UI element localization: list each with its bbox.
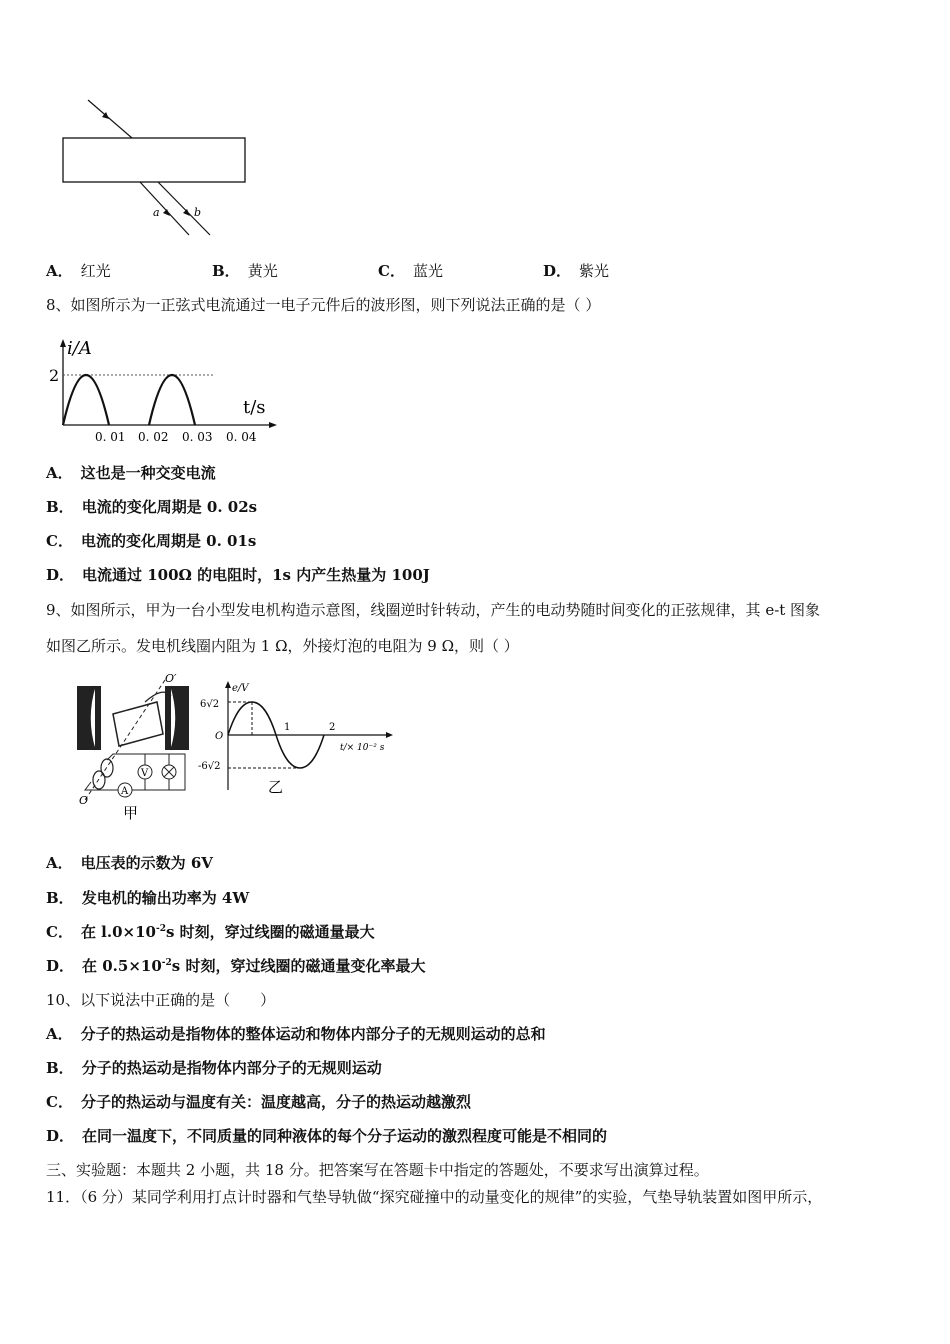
glass-block — [63, 138, 245, 182]
x-axis-label: t/s — [243, 397, 266, 418]
q10-option-c[interactable]: C． 分子的热运动与温度有关：温度越高，分子的热运动越激烈 — [46, 1093, 471, 1111]
yi-caption: 乙 — [268, 778, 284, 796]
y-axis-arrow — [60, 339, 66, 347]
half-wave-2 — [149, 375, 195, 425]
q8-option-a[interactable]: A． 这也是一种交变电流 — [46, 464, 216, 482]
q9-option-d[interactable]: D． 在 $0.5\times 10^{-2}s$ 时刻，穿过线圈的磁通量变化率最大 — [46, 957, 426, 975]
incident-ray — [88, 100, 132, 138]
q9-emf-graph — [198, 680, 398, 800]
half-wave-1 — [63, 375, 109, 425]
o-prime-label: O′ — [165, 672, 177, 685]
q9-stem-line2: 如图乙所示。发电机线圈内阻为 1 Ω，外接灯泡的电阻为 9 Ω，则（ ） — [46, 637, 519, 655]
q8-stem: 8、如图所示为一正弦式电流通过一电子元件后的波形图，则下列说法正确的是（ ） — [46, 296, 601, 314]
t-axis-label: t/× 10⁻² s — [340, 743, 385, 753]
q8-option-b[interactable]: B． 电流的变化周期是 0. 02s — [46, 498, 258, 516]
t2-label: 2 — [329, 722, 336, 733]
slip-ring-2 — [93, 771, 105, 789]
q7-option-a[interactable]: A． 红光 — [46, 262, 111, 280]
q7-option-b[interactable]: B． 黄光 — [212, 262, 278, 280]
voltmeter-label: V — [141, 768, 149, 779]
y-tick-2: 2 — [49, 366, 60, 385]
section3-heading: 三、实验题：本题共 2 小题，共 18 分。把答案写在答题卡中指定的答题处，不要求写出演算过程。 — [46, 1161, 709, 1179]
q10-option-a[interactable]: A． 分子的热运动是指物体的整体运动和物体内部分子的无规则运动的总和 — [46, 1025, 546, 1043]
ammeter-label: A — [121, 786, 129, 797]
q9-stem-line1: 9、如图所示，甲为一台小型发电机构造示意图，线圈逆时针转动，产生的电动势随时间变化的正弦规律，其 e-t 图象 — [46, 601, 821, 619]
x-tick-002: 0. 02 — [138, 430, 169, 444]
magnet-left — [77, 686, 101, 750]
label-a: a — [153, 206, 160, 219]
q9-option-c[interactable]: C． 在 $l.0\times 10^{-2}s$ 时刻，穿过线圈的磁通量最大 — [46, 923, 375, 941]
o-label: O — [79, 794, 89, 807]
q8-option-c[interactable]: C． 电流的变化周期是 0. 01s — [46, 532, 257, 550]
q10-stem: 10、以下说法中正确的是（ ） — [46, 991, 276, 1009]
t1-label: 1 — [284, 722, 291, 733]
e-axis-label: e/V — [232, 683, 249, 694]
ray-b — [158, 182, 210, 235]
x-tick-004: 0. 04 — [226, 430, 257, 444]
q10-option-d[interactable]: D． 在同一温度下，不同质量的同种液体的每个分子运动的激烈程度可能是不相同的 — [46, 1127, 608, 1145]
q10-option-b[interactable]: B． 分子的热运动是指物体内部分子的无规则运动 — [46, 1059, 382, 1077]
q8-option-d[interactable]: D． 电流通过 100Ω 的电阻时，1s 内产生热量为 100J — [46, 566, 430, 584]
x-tick-003: 0. 03 — [182, 430, 213, 444]
ray-b-arrow — [183, 209, 190, 216]
q9-generator-figure — [45, 672, 200, 827]
q11-stem: 11．（6 分）某同学利用打点计时器和气垫导轨做“探究碰撞中的动量变化的规律”的实验，气垫导轨装置如图甲所示， — [46, 1188, 823, 1206]
y-pos-label: 6√2 — [200, 699, 220, 710]
q7-option-d[interactable]: D． 紫光 — [543, 262, 610, 280]
t-axis-arrow — [386, 732, 393, 738]
q7-option-c[interactable]: C． 蓝光 — [378, 262, 443, 280]
x-axis-arrow — [269, 422, 277, 428]
ray-a — [140, 182, 189, 235]
x-tick-001: 0. 01 — [95, 430, 126, 444]
q8-current-graph — [45, 337, 285, 447]
coil — [113, 702, 163, 746]
y-neg-label: -6√2 — [198, 761, 221, 772]
jia-caption: 甲 — [123, 804, 139, 822]
magnet-right — [165, 686, 189, 750]
y-axis-label: i/A — [67, 338, 92, 359]
q9-option-a[interactable]: A． 电压表的示数为 6V — [46, 854, 213, 872]
origin-label: O — [215, 731, 224, 742]
slip-ring-1 — [101, 759, 113, 777]
q9-option-b[interactable]: B． 发电机的输出功率为 4W — [46, 889, 250, 907]
label-b: b — [194, 206, 202, 219]
e-axis-arrow — [225, 681, 231, 688]
q7-refraction-figure — [55, 95, 255, 245]
